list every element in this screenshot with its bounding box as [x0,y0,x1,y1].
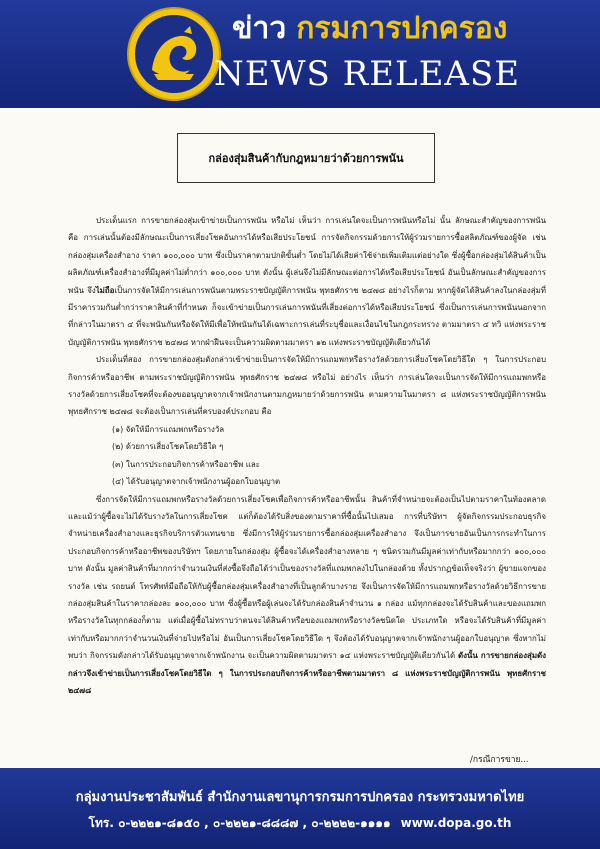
header-thai-title [232,12,507,46]
document-title-box [177,133,435,183]
footer-org: กลุ่มงานประชาสัมพันธ์ สำนักงานเลขานุการกรมการปกครอง กระทรวงมหาดไทย [75,790,525,805]
p1-text-a: ประเด็นแรก การขายกล่องสุ่มเข้าข่ายเป็นการพนัน หรือไม่ เห็นว่า การเล่นใดจะเป็นการพนันหรือไม่ นั้น ลักษณะสำคัญของการพนัน คือ การเล่นนั้นต้องมีลักษณะเป็นการเสี่ยงโชคอันการได้หรือเสียประโยชน์ การจัดกิจกรรมด้วยการให้ผู้ร่วมรายการซื้อสลิตภัณฑ์ของผู้จัด เช่น กล่องสุ่มเครื่องสำอาง ราคา ๑๐๐,๐๐๐ บาท ซึ่งเป็นราคาตามปกติขั้นต่ำ โดยไม่ได้เสียค่าใช้จ่ายเพิ่มเติมแต่อย่างใด ซึ่งผู้ซื้อกล่องสุ่มได้สินค้าเป็นผลิตภัณฑ์เครื่องสำอางที่มีมูลค่าไม่ต่ำกว่า ๑๐๐,๐๐๐ บาท ดังนั้น ผู้เล่นจึงไม่มีลักษณะต่อการได้หรือเสียประโยชน์ อันเป็นลักษณะสำคัญของการพนัน จึง [68,216,546,295]
header-word-news: ข่าว [232,11,287,46]
list-item: (๑) จัดให้มีการแถมพกหรือรางวัล [112,424,225,434]
p1-bold: ไม่ถือ [95,285,115,295]
footer-contact [18,814,582,833]
continued-note: /กรณีการขาย... [470,755,529,765]
dopa-lion-emblem-icon [124,4,224,104]
p3-bold: ดังนั้น การขายกล่องสุ่มดังกล่าวจึงเข้าข่ายเป็นการเสี่ยงโชคโดยวิธีใด ๆ ในการประกอบกิจการค้าหรืออาชีพตามมาตรา ๘ แห่งพระราชบัญญัติการพนัน พุทธศักราช ๒๔๗๘ [68,651,547,695]
paragraph-1 [68,212,546,351]
document-body [68,212,546,699]
list-item: (๔) ได้รับอนุญาตจากเจ้าพนักงานผู้ออกใบอนุญาต [112,477,281,487]
footer-website-link[interactable]: www.dopa.go.th [400,816,512,830]
footer-banner [0,768,600,849]
paragraph-2: ประเด็นที่สอง การขายกล่องสุ่มดังกล่าวเข้าข่ายเป็นการจัดให้มีการแถมพกหรือรางวัลด้วยการเสี่ยงโชคโดยวิธีใด ๆ ในการประกอบกิจการค้าหรืออาชีพ ตามพระราชบัญญัติการพนัน พุทธศักราช ๒๔๗๘ หรือไม่ อย่างไร เห็นว่า การเล่นใดจะเป็นการจัดให้มีการแถมพกหรือรางวัลด้วยการเสี่ยงโชคที่จะต้องขออนุญาตจากเจ้าพนักงานตามกฎหมายว่าด้วยการพนัน ตามความในมาตรา ๘ แห่งพระราชบัญญัติการพนัน พุทธศักราช ๒๔๗๘ จะต้องเป็นการเล่นที่ครบองค์ประกอบ คือ [68,355,546,417]
p1-text-c: เป็นการจัดให้มีการเล่นการพนันตามพระราชบัญญัติการพนัน พุทธศักราช ๒๔๗๘ อย่างไรก็ตาม หากผู้จัดได้สินค้าลงในกล่องสุ่มที่มีราคารวมกันต่ำกว่าราคาสินค้าที่กำหนด ก็จะเข้าข่ายเป็นการเล่นการพนันที่เสี่ยงต่อการได้หรือเสียประโยชน์ ซึ่งเป็นการเล่นการพนันนอกจากที่กล่าวในมาตรา ๔ ที่จะพนันกันหรือจัดให้มีเพื่อให้พนันกันได้เฉพาะการเล่นที่ระบุชื่อและเงื่อนไขในกฎกระทรวง ตามมาตรา ๔ ทวิ แห่งพระราชบัญญัติการพนัน พุทธศักราช ๒๔๗๘ หากฝ่าฝืนจะเป็นความผิดตามมาตรา ๑๒ แห่งพระราชบัญญัติเดียวกันได้ [68,285,546,347]
list-item: (๒) ด้วยการเสี่ยงโชคโดยวิธีใด ๆ [112,442,224,452]
list-item: (๓) ในการประกอบกิจการค้าหรืออาชีพ และ [112,459,260,469]
document-title: กล่องสุ่มสินค้ากับกฎหมายว่าด้วยการพนัน [208,152,404,165]
element-list [68,421,546,491]
paragraph-3 [68,491,546,700]
header-english-title: NEWS RELEASE [214,54,521,94]
header-word-dopa: กรมการปกครอง [296,11,508,46]
p3-text-a: ซึ่งการจัดให้มีการแถมพกหรือรางวัลด้วยการเสี่ยงโชคเพื่อกิจการค้าหรืออาชีพนั้น สินค้าที่จำหน่ายจะต้องเป็นไปตามราคาในท้องตลาด และแม้ว่าผู้ซื้อจะไม่ได้รับรางวัลในการเสี่ยงโชค แต่ก็ต้องได้รับสิ่งของตามราคาที่ซื้อนั้นไปเสมอ การที่บริษัทฯ ผู้จัดกิจกรรมประกอบธุรกิจจำหน่ายเครื่องสำอางและธุรกิจบริการตัวแทนขาย ซึ่งมีการให้ผู้ร่วมรายการซื้อกล่องสุ่มเครื่องสำอาง จึงเป็นการขายอันเป็นการกระทำในการประกอบกิจการค้าหรืออาชีพของบริษัทฯ โดยภายในกล่องสุ่ม ผู้ซื้อจะได้เครื่องสำอางหลาย ๆ ชนิดรวมกันมีมูลค่าเท่ากับหรือมากกว่า ๑๐๐,๐๐๐ บาท ดังนั้น มูลค่าสินค้าที่มากกว่าจำนวนเงินที่ส่งซื้อจึงถือได้ว่าเป็นของรางวัลที่แถมพกลงไปในกล่องด้วย ทั้งปรากฏข้อเท็จจริงว่า ผู้ขายแจกของรางวัล เช่น รถยนต์ โทรศัพท์มือถือให้กับผู้ซื้อกล่องสุ่มเครื่องสำอางที่เป็นลูกค้าบางราย จึงเป็นการจัดให้มีการแถมพกหรือรางวัลด้วยวิธีการขายกล่องสุ่มสินค้าในราคากล่องละ ๑๐๐,๐๐๐ บาท ซึ่งผู้ซื้อหรือผู้เล่นจะได้รับกล่องสินค้าจำนวน ๑ กล่อง แม้ทุกกล่องจะได้รับสินค้าและของแถมพกหรือรางวัลในทุกกล่องก็ตาม แต่เมื่อผู้ซื้อไม่ทราบว่าตนจะได้สินค้าหรือของแถมพกหรือรางวัลชนิดใด ประเภทใด หรือจะได้รับสินค้าที่มีมูลค่าเท่ากับหรือมากกว่าจำนวนเงินที่จ่ายไปหรือไม่ อันเป็นการเสี่ยงโชคโดยวิธีใด ๆ จึงต้องได้รับอนุญาตจากเจ้าพนักงานผู้ออกใบอนุญาต ซึ่งหากไม่พบว่า กิจกรรมดังกล่าวได้รับอนุญาตจากเจ้าพนักงาน จะเป็นความผิดตามมาตรา ๑๔ แห่งพระราชบัญญัติเดียวกันได้ [68,494,546,661]
header-banner [0,0,600,108]
footer-phones: โทร. ๐-๒๒๒๑-๘๑๕๐ , ๐-๒๒๒๑-๘๘๘๗ , ๐-๒๒๒๒-๑๑๑๑ [88,816,391,830]
